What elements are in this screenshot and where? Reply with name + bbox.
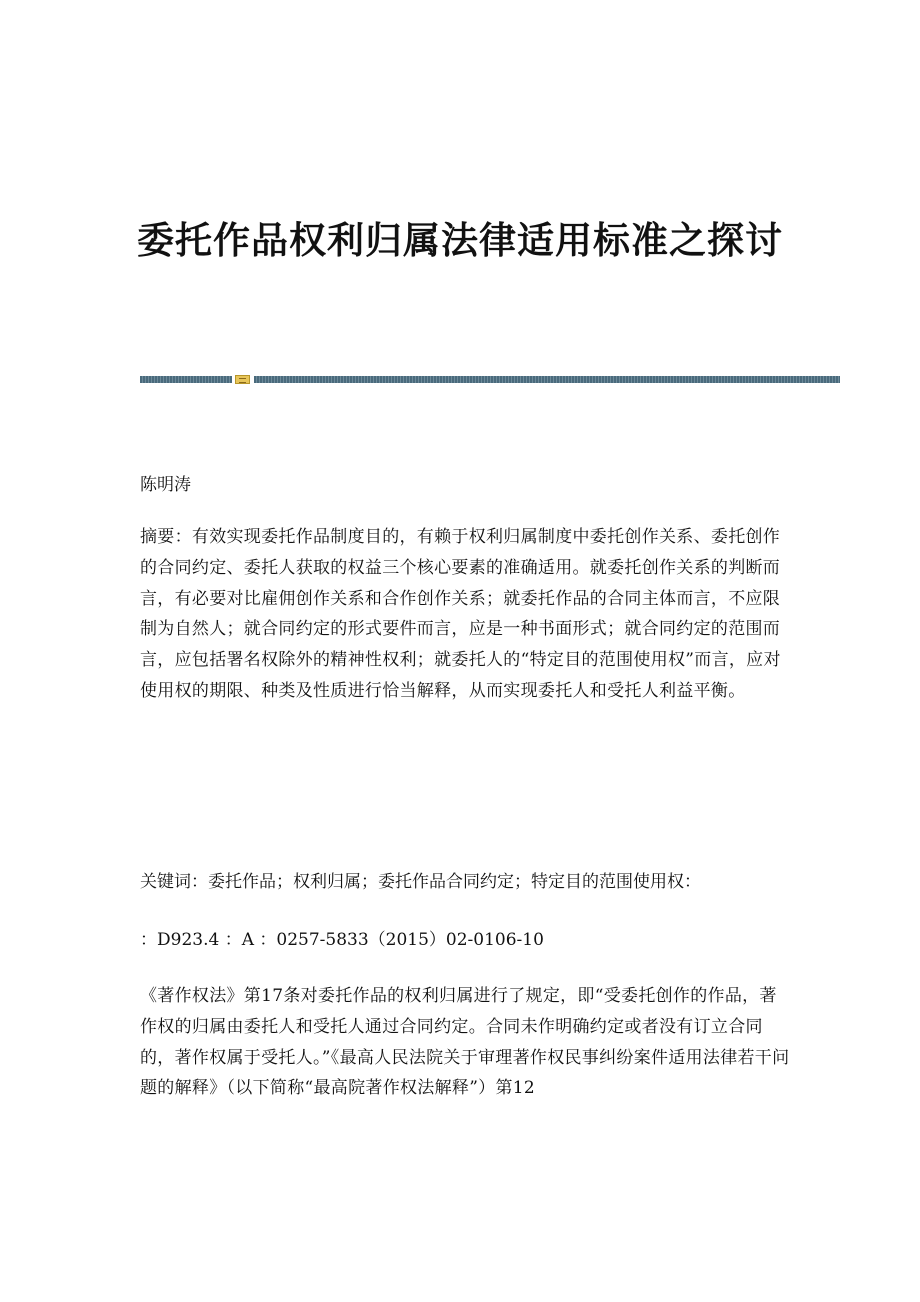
divider-ornament-icon xyxy=(235,375,250,384)
keywords: 关键词：委托作品；权利归属；委托作品合同约定；特定目的范围使用权： xyxy=(140,872,701,892)
author: 陈明涛 xyxy=(140,475,191,495)
document-title: 委托作品权利归属法律适用标准之探讨 xyxy=(137,218,783,262)
abstract: 摘要：有效实现委托作品制度目的，有赖于权利归属制度中委托创作关系、委托创作的合同约定、委托人获取的权益三个核心要素的准确适用。就委托创作关系的判断而言，有必要对比雇佣创作关系和合作创作关系；就委托作品的合同主体而言，不应限制为自然人；就合同约定的形式要件而言，应是一种书面形式；就合同约定的范围而言，应包括署名权除外的精神性权利；就委托人的“特定目的范围使用权”而言，应对使用权的期限、种类及性质进行恰当解释，从而实现委托人和受托人利益平衡。 xyxy=(140,527,781,701)
classification-codes: ：D923.4 ：A ：0257-5833（2015）02-0106-10 xyxy=(140,930,544,950)
body-paragraph: 《著作权法》第17条对委托作品的权利归属进行了规定，即“受委托创作的作品，著作权的归属由委托人和受托人通过合同约定。合同未作明确约定或者没有订立合同的，著作权属于受托人。”《最高人民法院关于审理著作权民事纠纷案件适用法律若干问题的解释》（以下简称“最高院著作权法解释”）第12 xyxy=(140,986,790,1099)
divider-bar-left xyxy=(140,376,232,383)
title-divider xyxy=(140,375,840,384)
divider-bar-right xyxy=(254,376,840,383)
